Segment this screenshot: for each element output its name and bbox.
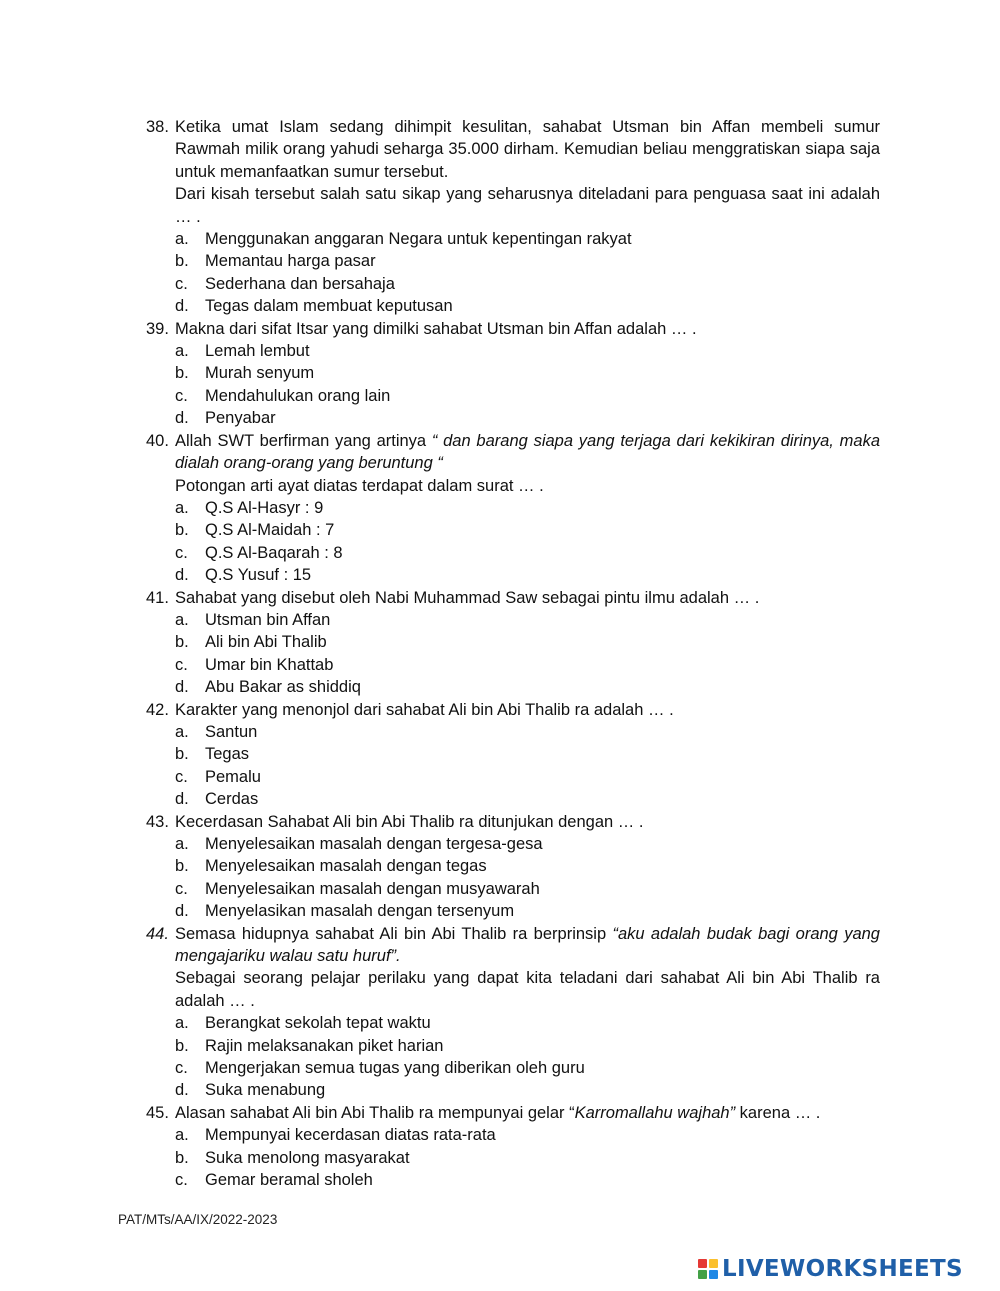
option-text: Abu Bakar as shiddiq <box>205 678 361 697</box>
question-text <box>175 923 880 968</box>
liveworksheets-brand[interactable] <box>698 1256 963 1282</box>
option-letter: b. <box>175 745 189 764</box>
option-text: Gemar beramal sholeh <box>205 1171 373 1190</box>
option-letter: b. <box>175 252 189 271</box>
option-text: Menggunakan anggaran Negara untuk kepentingan rakyat <box>205 230 632 249</box>
option-letter: a. <box>175 835 189 853</box>
question-text-plain: Alasan sahabat Ali bin Abi Thalib ra mempunyai gelar “ <box>175 1103 575 1122</box>
option-39b[interactable] <box>146 362 880 384</box>
question-number: 42. <box>146 700 169 719</box>
option-45b[interactable] <box>146 1147 880 1169</box>
option-text: Memantau harga pasar <box>205 252 376 271</box>
option-38d[interactable] <box>146 295 880 317</box>
option-text: Menyelasikan masalah dengan tersenyum <box>205 902 515 921</box>
option-43b[interactable] <box>146 855 880 877</box>
option-text: Murah senyum <box>205 364 315 383</box>
question-number: 39. <box>146 319 169 338</box>
option-text: Q.S Al-Hasyr : 9 <box>205 498 324 517</box>
option-letter: a. <box>175 722 189 741</box>
option-text: Sederhana dan bersahaja <box>205 274 395 293</box>
option-letter: a. <box>175 1126 189 1145</box>
question-45 <box>146 1102 880 1124</box>
option-letter: b. <box>175 1036 189 1055</box>
logo-tile <box>698 1259 707 1268</box>
option-45c[interactable] <box>146 1169 880 1191</box>
question-text <box>175 430 880 475</box>
option-letter: c. <box>175 386 188 405</box>
option-45a[interactable] <box>146 1124 880 1146</box>
worksheet-content <box>146 116 880 1192</box>
option-text: Mempunyai kecerdasan diatas rata-rata <box>205 1126 496 1145</box>
option-letter: a. <box>175 230 189 249</box>
option-letter: c. <box>175 767 188 786</box>
option-text: Tegas dalam membuat keputusan <box>205 297 453 316</box>
question-text: Makna dari sifat Itsar yang dimilki sahabat Utsman bin Affan adalah … . <box>175 319 697 338</box>
option-39d[interactable] <box>146 407 880 429</box>
option-text: Q.S Al-Baqarah : 8 <box>205 543 343 562</box>
option-40c[interactable] <box>146 542 880 564</box>
question-text: Karakter yang menonjol dari sahabat Ali bin Abi Thalib ra adalah … . <box>175 700 674 719</box>
question-text-plain: Allah SWT berfirman yang artinya <box>175 431 432 450</box>
option-letter: b. <box>175 521 189 540</box>
liveworksheets-logo-icon <box>698 1259 718 1279</box>
question-prompt: Dari kisah tersebut salah satu sikap yang seharusnya diteladani para penguasa saat ini adalah … . <box>175 185 880 226</box>
question-text: Sahabat yang disebut oleh Nabi Muhammad Saw sebagai pintu ilmu adalah … . <box>175 588 760 607</box>
option-letter: a. <box>175 1014 189 1033</box>
option-text: Cerdas <box>205 790 259 809</box>
option-40b[interactable] <box>146 519 880 541</box>
option-40a[interactable] <box>146 497 880 519</box>
question-text: Ketika umat Islam sedang dihimpit kesulitan, sahabat Utsman bin Affan membeli sumur Rawmah milik orang yahudi seharga 35.000 dirham. Kemudian beliau menggratiskan siapa saja untuk memanfaatkan sumur tersebut. <box>175 118 880 181</box>
option-44b[interactable] <box>146 1035 880 1057</box>
option-42a[interactable] <box>146 721 880 743</box>
option-letter: d. <box>175 566 189 585</box>
option-text: Mengerjakan semua tugas yang diberikan oleh guru <box>205 1059 585 1078</box>
option-41c[interactable] <box>146 654 880 676</box>
question-39 <box>146 318 880 340</box>
option-42d[interactable] <box>146 788 880 810</box>
option-text: Pemalu <box>205 767 261 786</box>
option-41a[interactable] <box>146 609 880 631</box>
option-letter: c. <box>175 655 188 674</box>
option-letter: b. <box>175 633 189 652</box>
option-letter: a. <box>175 610 189 629</box>
option-letter: d. <box>175 678 189 697</box>
option-letter: c. <box>175 1171 188 1190</box>
option-text: Menyelesaikan masalah dengan tegas <box>205 857 487 876</box>
question-44 <box>146 923 880 1013</box>
option-43c[interactable] <box>146 878 880 900</box>
option-38b[interactable] <box>146 250 880 272</box>
question-number: 41. <box>146 588 169 607</box>
question-40 <box>146 430 880 497</box>
option-letter: d. <box>175 297 189 316</box>
option-text: Menyelesaikan masalah dengan musyawarah <box>205 879 540 898</box>
title-karromallahu: Karromallahu wajhah” <box>574 1103 736 1122</box>
question-text <box>175 1102 880 1124</box>
option-letter: a. <box>175 498 189 517</box>
option-41b[interactable] <box>146 631 880 653</box>
question-prompt: Sebagai seorang pelajar perilaku yang dapat kita teladani dari sahabat Ali bin Abi Thalib ra adalah … . <box>175 969 880 1010</box>
option-text: Lemah lembut <box>205 342 310 361</box>
question-text-plain: Semasa hidupnya sahabat Ali bin Abi Thalib ra berprinsip <box>175 924 613 943</box>
option-39a[interactable] <box>146 340 880 362</box>
option-letter: d. <box>175 790 189 809</box>
option-text: Berangkat sekolah tepat waktu <box>205 1014 431 1033</box>
option-text: Santun <box>205 722 258 741</box>
option-text: Mendahulukan orang lain <box>205 386 391 405</box>
option-letter: c. <box>175 274 188 293</box>
question-number: 45. <box>146 1103 169 1122</box>
option-text: Rajin melaksanakan piket harian <box>205 1036 444 1055</box>
question-38 <box>146 116 880 228</box>
option-38c[interactable] <box>146 273 880 295</box>
question-text: Kecerdasan Sahabat Ali bin Abi Thalib ra ditunjukan dengan … . <box>175 812 644 831</box>
option-40d[interactable] <box>146 564 880 586</box>
question-number: 38. <box>146 118 169 136</box>
question-41 <box>146 587 880 609</box>
brand-wordmark: LIVEWORKSHEETS <box>722 1256 963 1282</box>
option-text: Tegas <box>205 745 250 764</box>
option-38a[interactable] <box>146 228 880 250</box>
question-number: 40. <box>146 431 169 450</box>
option-41d[interactable] <box>146 676 880 698</box>
question-42 <box>146 699 880 721</box>
quoted-verse: “ dan barang siapa yang terjaga dari kekikiran dirinya, maka dialah orang-orang yang beruntung “ <box>175 431 880 473</box>
option-letter: b. <box>175 857 189 876</box>
option-text: Q.S Yusuf : 15 <box>205 566 312 585</box>
question-43 <box>146 811 880 833</box>
option-44a[interactable] <box>146 1012 880 1034</box>
option-text: Suka menolong masyarakat <box>205 1148 410 1167</box>
option-44d[interactable] <box>146 1079 880 1101</box>
option-43d[interactable] <box>146 900 880 922</box>
option-letter: c. <box>175 1059 188 1078</box>
logo-tile <box>698 1270 707 1279</box>
option-text: Ali bin Abi Thalib <box>205 633 327 652</box>
footer-document-code: PAT/MTs/AA/IX/2022-2023 <box>118 1212 278 1227</box>
option-letter: b. <box>175 364 189 383</box>
option-letter: c. <box>175 879 188 898</box>
option-42b[interactable] <box>146 743 880 765</box>
option-text: Suka menabung <box>205 1081 326 1100</box>
logo-tile <box>709 1270 718 1279</box>
logo-tile <box>709 1259 718 1268</box>
option-text: Menyelesaikan masalah dengan tergesa-gesa <box>205 835 543 853</box>
option-39c[interactable] <box>146 385 880 407</box>
option-letter: d. <box>175 409 189 428</box>
question-number: 43. <box>146 812 169 831</box>
option-text: Penyabar <box>205 409 276 428</box>
option-letter: c. <box>175 543 188 562</box>
option-text: Umar bin Khattab <box>205 655 334 674</box>
option-text: Utsman bin Affan <box>205 610 331 629</box>
option-44c[interactable] <box>146 1057 880 1079</box>
option-43a[interactable] <box>146 833 880 855</box>
quoted-principle: “aku adalah budak bagi orang yang mengajariku walau satu huruf”. <box>175 924 880 966</box>
option-letter: d. <box>175 902 189 921</box>
option-42c[interactable] <box>146 766 880 788</box>
option-letter: d. <box>175 1081 189 1100</box>
question-number: 44. <box>146 924 169 943</box>
option-letter: b. <box>175 1148 189 1167</box>
question-text-tail: karena … . <box>735 1103 821 1122</box>
option-letter: a. <box>175 342 189 361</box>
option-text: Q.S Al-Maidah : 7 <box>205 521 335 540</box>
question-prompt: Potongan arti ayat diatas terdapat dalam surat … . <box>175 476 544 495</box>
